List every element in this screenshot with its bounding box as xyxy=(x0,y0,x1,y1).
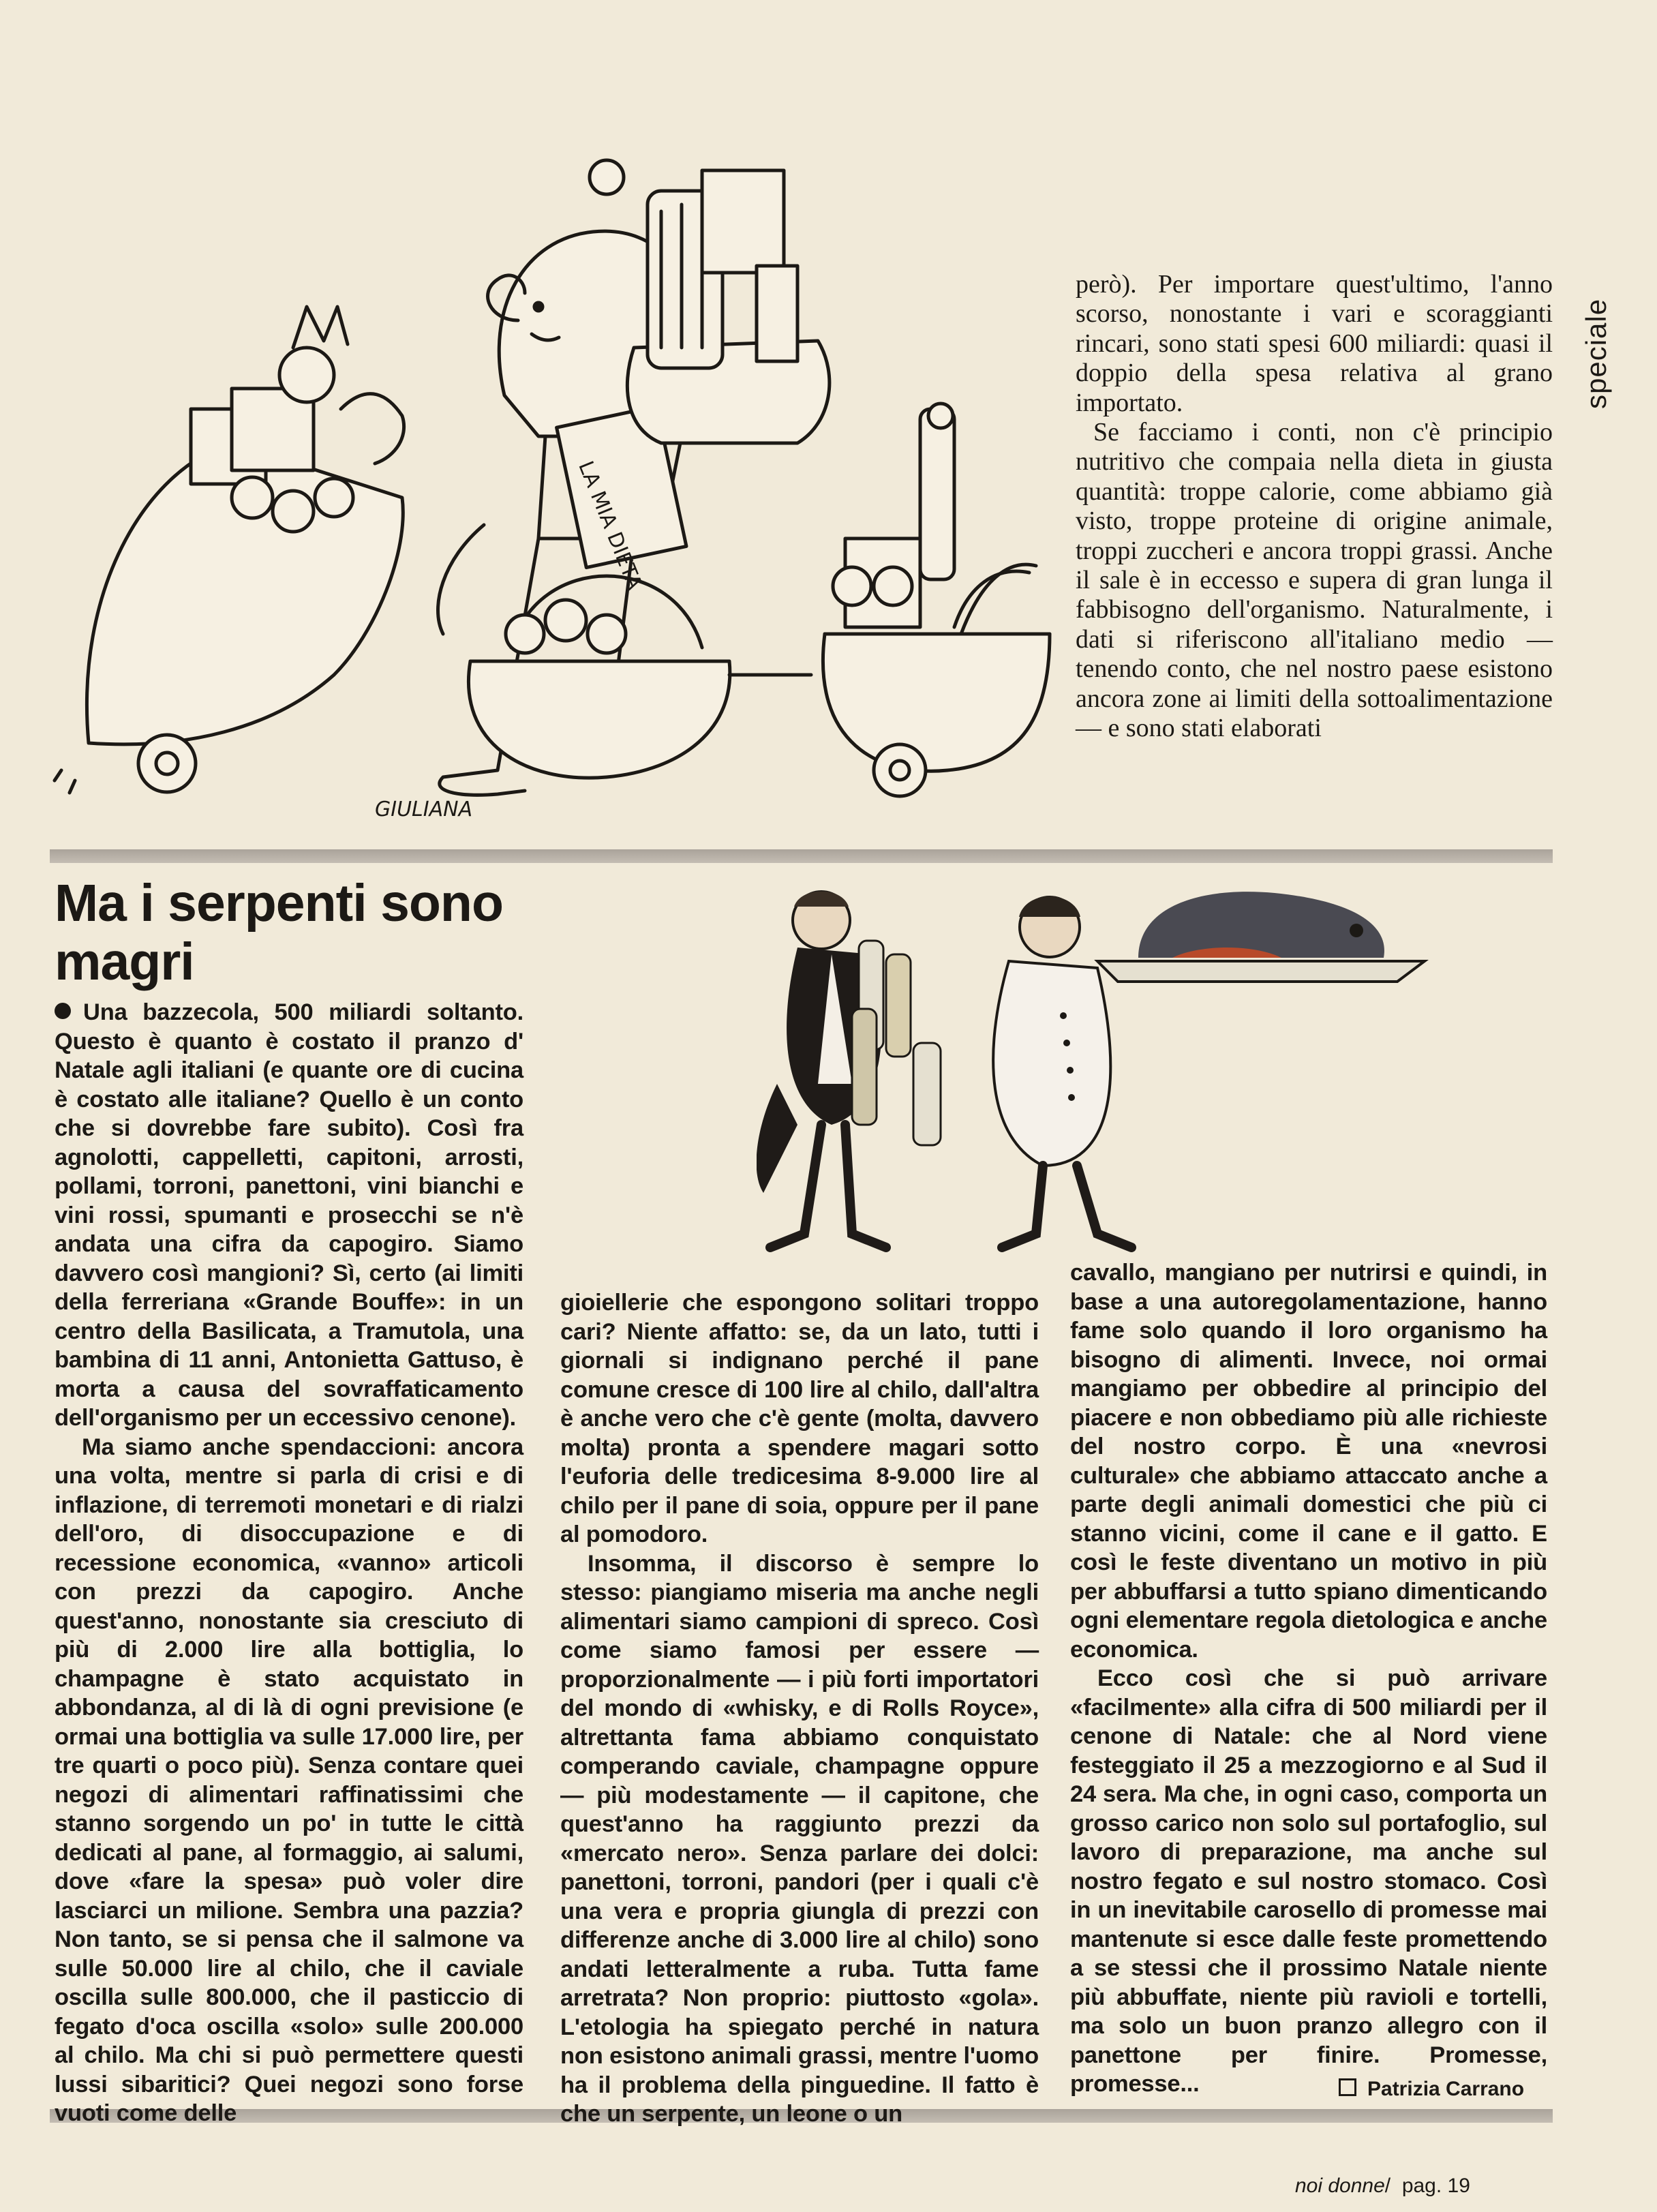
top-paragraph: Se facciamo i conti, non c'è principio nutritivo che compaia nella dieta in giusta quantità: troppe calorie, come abbiamo già visto, troppe proteine di origine animale, troppi zuccheri e ancora troppi grassi. Anche il sale è in eccesso e supera di gran lunga il fabbisogno dell'organismo. Naturalmente, i dati si riferiscono all'italiano medio — tenendo conto, che nel nostro paese esistono ancora zone ai limiti della sottoalimentazione — e sono stati elaborati xyxy=(1076,418,1553,743)
article-column-2 xyxy=(560,1288,1039,2129)
article-column-3 xyxy=(1070,1258,1547,2099)
illustration-signature: GIULIANA xyxy=(375,798,473,821)
author-name: Patrizia Carrano xyxy=(1367,2078,1525,2100)
article-paragraph xyxy=(55,998,523,1433)
article-paragraph: Ma siamo anche spendaccioni: ancora una volta, mentre si parla di crisi e di inflazione, di terremoti monetari e di rialzi dell'oro, di disoccupazione e di recessione economica, «vanno» articoli con prezzi da capogiro. Anche quest'anno, nonostante sia cresciuto di più di 2.000 lire alla bottiglia, lo champagne è stato acquistato in abbondanza, al di là di ogni previsione (e ormai una bottiglia va sulle 17.000 lire, per tre quarti o poco più). Senza contare quei negozi di alimentari raffinatissimi che stanno sorgendo un po' in tutte le città dedicati al pane, al formaggio, ai salumi, dove «fare la spesa» può voler dire lasciarci un milione. Sembra una pazzia? Non tanto, se si pensa che il salmone va sulle 50.000 lire al chilo, che il caviale oscilla sulle 800.000, che il pasticcio di fegato d'oca oscilla «solo» sulle 200.000 al chilo. Ma chi si può permettere questi lussi sibaritici? Quei negozi sono forse vuoti come delle xyxy=(55,1434,523,2126)
article-paragraph: cavallo, mangiano per nutrirsi e quindi, in base a una autoregolamentazione, hanno fame solo quando il loro organismo ha bisogno di alimenti. Invece, noi ormai mangiamo per obbedire al principio del piacere e non obbediamo più alle richieste del nostro corpo. È una «nevrosi culturale» che abbiamo attaccato anche a parte degli animali domestici che più ci stanno vicini, come il cane e il gatto. E così le feste diventano un motivo in più per abbuffarsi a tutto spiano dimenticando ogni elementare regola dietologica e anche economica. xyxy=(1070,1260,1547,1663)
lead-text: Una bazzecola, 500 miliardi soltanto. Questo è quanto è costato il pranzo d' Natale agli italiani (e quante ore di cucina è costato alle italiane? Quello è un conto che si dovrebbe fare subito). Così fra agnolotti, cappelletti, capitoni, arrosti, pollami, torroni, panettoni, vini bianchi e vini rossi, spumanti e prosecchi se n'è andata una cifra da capogiro. Siamo davvero così mangioni? Sì, certo (ai limiti della ferreriana «Grande Bouffe»: in un centro della Basilicata, a Tramutola, una bambina di 11 anni, Antonietta Gattuso, è morta a causa del sovraffaticamento dell'organismo per un eccessivo cenone). xyxy=(55,999,523,1431)
article-headline: Ma i serpenti sono magri xyxy=(55,874,504,991)
square-icon xyxy=(1339,2078,1356,2096)
top-column xyxy=(1076,270,1553,744)
top-paragraph: però). Per importare quest'ultimo, l'anno scorso, nonostante i vari e scoraggianti rincari, sono stati spesi 600 miliardi: quasi il doppio della spesa relativa al grano importato. xyxy=(1076,270,1553,417)
page-number: pag. 19 xyxy=(1401,2175,1470,2197)
article-paragraph: Insomma, il discorso è sempre lo stesso: piangiamo miseria ma anche negli alimentari siamo campioni di spreco. Così come siamo famosi per essere — proporzionalmente — i più forti importatori del mondo di «whisky, e di Rolls Royce», altrettanta fama abbiamo conquistato comperando caviale, champagne oppure — più modestamente — il capitone, che quest'anno ha raggiunto prezzi da «mercato nero». Senza parlare dei dolci: panettoni, torroni, pandori (per i quali c'è una vera e propria giungla di prezzi con differenze anche di 3.000 lire al chilo) sono andati letteralmente a ruba. Tutta fame arretrata? Non proprio: piuttosto «gola». L'etologia ha spiegato perché in natura non esistono animali grassi, mentre l'uomo ha il problema della pinguedine. Il fatto è che un serpente, un leone o un xyxy=(560,1550,1039,2127)
bullet-icon xyxy=(55,1003,71,1019)
article-column-1 xyxy=(55,998,523,2128)
author-byline xyxy=(1339,2078,1524,2101)
magazine-name: noi donne xyxy=(1295,2175,1385,2197)
article-paragraph: gioiellerie che espongono solitari troppo cari? Niente affatto: se, da un lato, tutti i giornali si indignano perché il pane comune cresce di 100 lire al chilo, dall'altra è anche vero che c'è gente (molta, davvero molta) pronta a spendere magari sotto l'euforia delle tredicesima 8-9.000 lire al chilo per il pane di soia, oppure per il pane al pomodoro. xyxy=(560,1290,1039,1547)
illustration-waiters xyxy=(757,879,1438,1261)
footer-separator: / xyxy=(1384,2175,1391,2197)
svg-text:LA MIA DIETA: LA MIA DIETA xyxy=(573,457,647,593)
illustration-book-text xyxy=(525,702,530,703)
divider-rule xyxy=(50,849,1553,863)
page-footer xyxy=(1295,2175,1470,2198)
section-label: speciale xyxy=(1580,298,1612,409)
article-paragraph: Ecco così che si può arrivare «facilmente» alla cifra di 500 miliardi per il cenone di Natale: che al Nord viene festeggiato il 25 a mezzogiorno e al Sud il 24 sera. Ma che, in ogni caso, comporta un grosso carico non solo sul portafoglio, sul lavoro di preparazione, ma anche sul nostro fegato e sul nostro stomaco. Così in un inevitabile carosello di promesse mai mantenute si esce dalle feste promettendo a se stessi che il prossimo Natale niente più abbuffate, niente più ravioli e tortelli, ma solo un buon pranzo allegro con il panettone per finire. Promesse, promesse... xyxy=(1070,1665,1547,2097)
illustration-shopping xyxy=(48,116,1070,832)
